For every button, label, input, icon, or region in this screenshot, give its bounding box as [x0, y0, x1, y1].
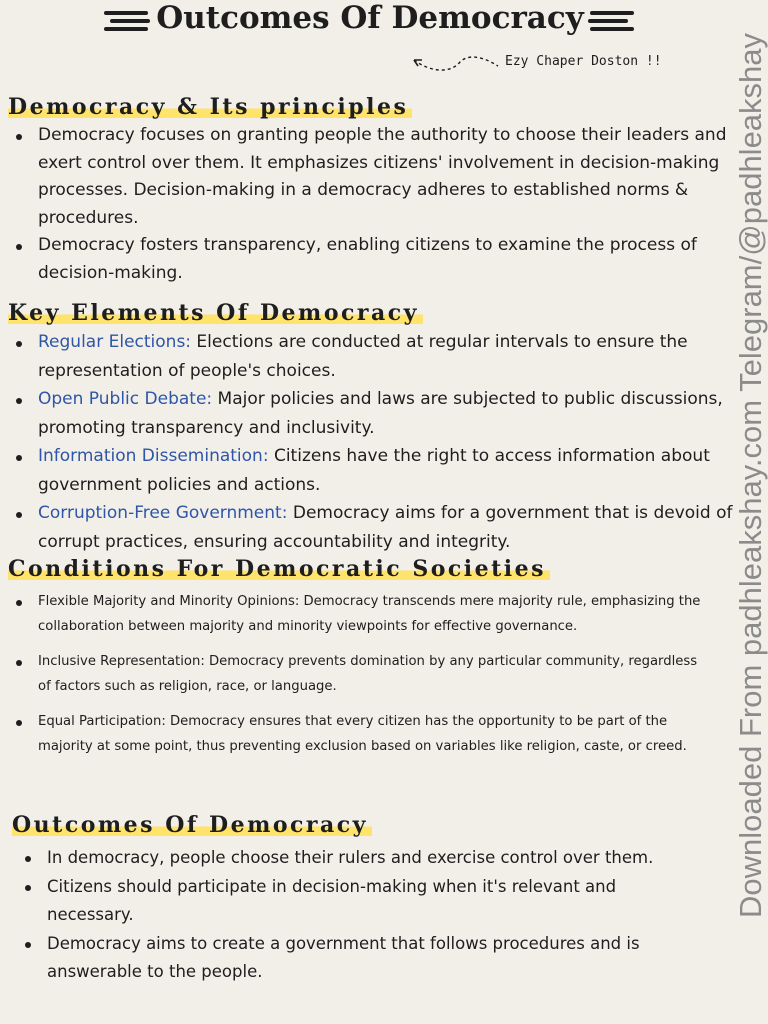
key-elements-list [9, 328, 739, 556]
list-item [9, 328, 739, 385]
term-description: Elections are conducted at regular intervals to ensure the representation of people's choices. [38, 332, 688, 381]
list-item [9, 442, 739, 499]
term-label: Open Public Debate: [38, 389, 213, 409]
list-item: In democracy, people choose their rulers and exercise control over them. [18, 844, 698, 873]
section-heading-principles: Democracy & Its principles [8, 94, 412, 120]
list-item: Citizens should participate in decision-making when it's relevant and necessary. [18, 873, 698, 930]
term-description: Major policies and laws are subjected to public discussions, promoting transparency and inclusivity. [38, 389, 723, 438]
watermark: Downloaded From padhleakshay.com Telegram/@padhleakshay [733, 32, 768, 918]
list-item: Flexible Majority and Minority Opinions: Democracy transcends mere majority rule, emphasizing the collaboration between majority and minority viewpoints for effective governance. [9, 590, 709, 639]
title-decoration-right [590, 27, 634, 31]
conditions-list [9, 590, 709, 770]
page-title: Outcomes Of Democracy [156, 0, 584, 36]
sub-note: Ezy Chaper Doston !! [505, 54, 662, 69]
list-item: Democracy focuses on granting people the authority to choose their leaders and exert control over them. It emphasizes citizens' involvement in decision-making processes. Decision-making in a democracy adheres to established norms & procedures. [9, 122, 739, 232]
term-description: Democracy aims for a government that is devoid of corrupt practices, ensuring accountability and integrity. [38, 503, 733, 552]
principles-list [9, 122, 739, 287]
title-decoration-right [590, 11, 634, 15]
section-heading-outcomes: Outcomes Of Democracy [12, 812, 372, 838]
term-label: Corruption-Free Government: [38, 503, 288, 523]
list-item: Inclusive Representation: Democracy prevents domination by any particular community, regardless of factors such as religion, race, or language. [9, 650, 709, 699]
section-heading-conditions: Conditions For Democratic Societies [8, 556, 550, 582]
dashed-arrow-icon [410, 52, 502, 76]
title-decoration-right [588, 19, 628, 23]
list-item [9, 499, 739, 556]
outcomes-list [18, 844, 698, 987]
term-label: Regular Elections: [38, 332, 192, 352]
list-item [9, 385, 739, 442]
term-description: Citizens have the right to access information about government policies and actions. [38, 446, 710, 495]
list-item: Democracy aims to create a government that follows procedures and is answerable to the people. [18, 930, 698, 987]
section-heading-key-elements: Key Elements Of Democracy [8, 300, 423, 326]
list-item: Equal Participation: Democracy ensures that every citizen has the opportunity to be part of the majority at some point, thus preventing exclusion based on variables like religion, caste, or creed. [9, 710, 709, 759]
list-item: Democracy fosters transparency, enabling citizens to examine the process of decision-making. [9, 232, 739, 287]
term-label: Information Dissemination: [38, 446, 269, 466]
